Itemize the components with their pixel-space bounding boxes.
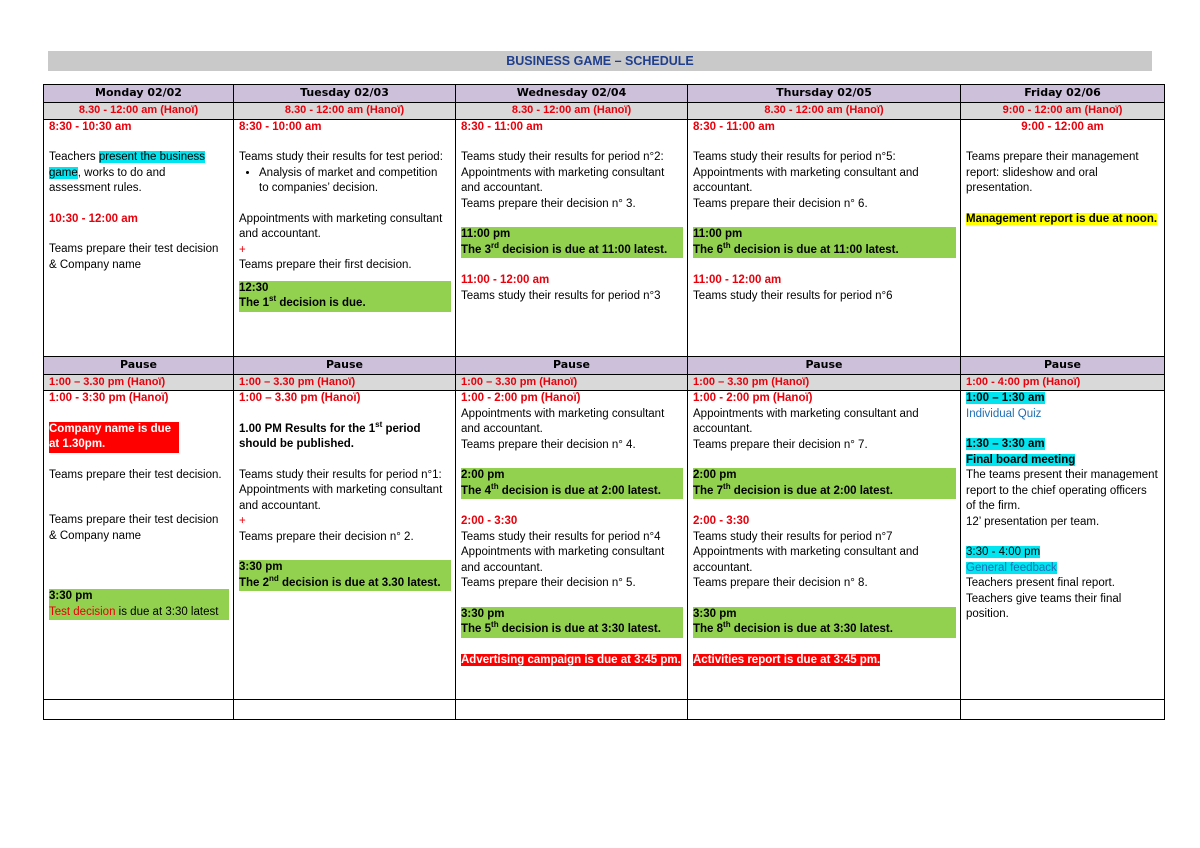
morning-content-row <box>44 119 1165 356</box>
plus-sign: + <box>239 515 246 527</box>
session-text: Teams prepare their first decision. <box>239 259 412 271</box>
empty-cell <box>234 700 456 720</box>
results-notice: 1.00 PM Results for the 1st period should be published. <box>239 419 421 450</box>
schedule-title: BUSINESS GAME – SCHEDULE <box>48 51 1152 71</box>
morning-time-friday: 9:00 - 12:00 am (Hanoï) <box>961 103 1165 120</box>
session-text: Teams study their results for test period: <box>239 151 443 163</box>
highlight: present the business game <box>49 151 205 179</box>
empty-cell <box>688 700 961 720</box>
bullet-item: • Analysis of market and competition to companies’ decision. <box>259 166 450 197</box>
time-label: 1:00 – 3.30 pm (Hanoï) <box>239 392 361 404</box>
day-header-thursday: Thursday 02/05 <box>688 85 961 103</box>
bullet-list <box>239 166 450 197</box>
wednesday-morning-cell <box>456 119 688 356</box>
deadline-red-box: Advertising campaign is due at 3:45 pm. <box>461 653 681 666</box>
deadline-box: 11:00 pm The 3rd decision is due at 11:00 latest. <box>461 227 683 258</box>
session-text: Teachers present final report. <box>966 577 1115 589</box>
empty-row <box>44 700 1165 720</box>
session-text: Appointments with marketing consultant and accountant. <box>693 546 919 574</box>
session-text: Individual Quiz <box>966 407 1042 420</box>
session-text: Teams prepare their decision n° 5. <box>461 577 636 589</box>
time-label: 1:00 - 2:00 pm (Hanoï) <box>461 392 581 404</box>
time-label: 9:00 - 12:00 am <box>1021 120 1104 133</box>
pause-label: Pause <box>961 356 1165 374</box>
pause-label: Pause <box>688 356 961 374</box>
time-label: 8:30 - 11:00 am <box>461 120 543 133</box>
morning-time-wednesday: 8.30 - 12:00 am (Hanoï) <box>456 103 688 120</box>
session-text: Appointments with marketing consultant and accountant. <box>693 166 919 194</box>
afternoon-time-wednesday: 1:00 – 3.30 pm (Hanoï) <box>456 374 688 391</box>
session-text: Teams study their results for period n°1: <box>239 468 442 481</box>
session-text: Appointments with marketing consultant and accountant. <box>239 484 443 512</box>
session-text: Teams prepare their test decision & Company name <box>49 243 219 271</box>
session-text: Teams study their results for period n°5: <box>693 151 896 163</box>
day-header-tuesday: Tuesday 02/03 <box>234 85 456 103</box>
deadline-red-box: Activities report is due at 3:45 pm. <box>693 653 881 666</box>
pause-label: Pause <box>234 356 456 374</box>
deadline-box: 3:30 pm The 5th decision is due at 3:30 latest. <box>461 607 683 638</box>
session-text: The teams present their management report to the chief operating officers of the firm. <box>966 469 1158 512</box>
session-text: Teams prepare their test decision & Company name <box>49 514 219 542</box>
morning-time-tuesday: 8.30 - 12:00 am (Hanoï) <box>234 103 456 120</box>
time-label: 3:30 - 4:00 pm <box>966 546 1041 558</box>
session-text: Teams prepare their decision n° 3. <box>461 197 636 210</box>
monday-morning-cell <box>44 119 234 356</box>
deadline-box: 3:30 pm Test decision is due at 3:30 latest <box>49 589 229 620</box>
deadline-box: 2:00 pm The 7th decision is due at 2:00 latest. <box>693 468 956 499</box>
thursday-afternoon-cell <box>688 391 961 700</box>
day-header-wednesday: Wednesday 02/04 <box>456 85 688 103</box>
session-text: Appointments with marketing consultant and accountant. <box>239 212 443 240</box>
time-label: 1:30 – 3:30 am <box>966 438 1045 450</box>
thursday-morning-cell <box>688 119 961 356</box>
afternoon-time-tuesday: 1:00 – 3.30 pm (Hanoï) <box>234 374 456 391</box>
afternoon-time-row <box>44 374 1165 391</box>
time-label: 11:00 - 12:00 am <box>693 274 782 286</box>
time-label: 1:00 – 1:30 am <box>966 392 1045 404</box>
time-label: 8:30 - 10:30 am <box>49 120 132 133</box>
morning-time-monday: 8.30 - 12:00 am (Hanoï) <box>44 103 234 120</box>
wednesday-afternoon-cell <box>456 391 688 700</box>
morning-time-row <box>44 103 1165 120</box>
time-label: 8:30 - 10:00 am <box>239 120 322 133</box>
day-header-friday: Friday 02/06 <box>961 85 1165 103</box>
session-text: Teams study their results for period n°2: <box>461 151 664 163</box>
pause-label: Pause <box>44 356 234 374</box>
deadline-box: 12:30 The 1st decision is due. <box>239 281 451 312</box>
session-text: Teams prepare their decision n° 6. <box>693 197 868 210</box>
session-text: Teams study their results for period n°6 <box>693 289 893 302</box>
deadline-box: 3:30 pm The 8th decision is due at 3:30 latest. <box>693 607 956 638</box>
pause-label: Pause <box>456 356 688 374</box>
deadline-highlight: Management report is due at noon. <box>966 212 1158 225</box>
schedule-table <box>43 84 1165 720</box>
session-text: Teachers present the business game, works to do and assessment rules. <box>49 151 205 194</box>
tuesday-morning-cell <box>234 119 456 356</box>
afternoon-content-row <box>44 391 1165 700</box>
session-text: Teams study their results for period n°3 <box>461 289 661 302</box>
session-text: 12’ presentation per team. <box>966 515 1100 528</box>
tuesday-afternoon-cell <box>234 391 456 700</box>
time-label: 2:00 - 3:30 <box>693 515 750 527</box>
session-title: General feedback <box>966 561 1057 574</box>
time-label: 1:00 - 3:30 pm (Hanoï) <box>49 392 169 404</box>
deadline-box: 11:00 pm The 6th decision is due at 11:00 latest. <box>693 227 956 258</box>
afternoon-time-friday: 1:00 - 4:00 pm (Hanoï) <box>961 374 1165 391</box>
session-text: Teachers give teams their final position. <box>966 592 1122 620</box>
session-text: Teams prepare their decision n° 8. <box>693 577 868 589</box>
pause-row <box>44 356 1165 374</box>
time-label: 1:00 - 2:00 pm (Hanoï) <box>693 392 813 404</box>
session-text: Teams prepare their test decision. <box>49 468 222 481</box>
morning-time-thursday: 8.30 - 12:00 am (Hanoï) <box>688 103 961 120</box>
session-text: Teams prepare their decision n° 2. <box>239 530 414 543</box>
friday-afternoon-cell <box>961 391 1165 700</box>
session-title: Final board meeting <box>966 453 1076 466</box>
time-label: 2:00 - 3:30 <box>461 515 518 527</box>
deadline-box: 2:00 pm The 4th decision is due at 2:00 latest. <box>461 468 683 499</box>
session-text: Appointments with marketing consultant and accountant. <box>461 546 665 574</box>
monday-afternoon-cell <box>44 391 234 700</box>
session-text: Appointments with marketing consultant and accountant. <box>461 407 665 435</box>
deadline-box: 3:30 pm The 2nd decision is due at 3.30 latest. <box>239 560 451 591</box>
session-text: Appointments with marketing consultant and accountant. <box>461 166 665 194</box>
deadline-red-box: Company name is due at 1.30pm. <box>49 422 179 453</box>
empty-cell <box>44 700 234 720</box>
session-text: Teams prepare their management report: slideshow and oral presentation. <box>966 151 1139 194</box>
time-label: 11:00 - 12:00 am <box>461 274 550 286</box>
afternoon-time-monday: 1:00 – 3.30 pm (Hanoï) <box>44 374 234 391</box>
friday-morning-cell <box>961 119 1165 356</box>
plus-sign: + <box>239 243 246 256</box>
time-label: 10:30 - 12:00 am <box>49 212 138 225</box>
time-label: 8:30 - 11:00 am <box>693 120 775 133</box>
day-header-row <box>44 85 1165 103</box>
session-text: Teams prepare their decision n° 7. <box>693 438 868 451</box>
session-text: Teams study their results for period n°7 <box>693 530 893 543</box>
session-text: Teams study their results for period n°4 <box>461 530 661 543</box>
session-text: Teams prepare their decision n° 4. <box>461 438 636 451</box>
empty-cell <box>456 700 688 720</box>
day-header-monday: Monday 02/02 <box>44 85 234 103</box>
session-text: Appointments with marketing consultant and accountant. <box>693 407 919 435</box>
afternoon-time-thursday: 1:00 – 3.30 pm (Hanoï) <box>688 374 961 391</box>
empty-cell <box>961 700 1165 720</box>
